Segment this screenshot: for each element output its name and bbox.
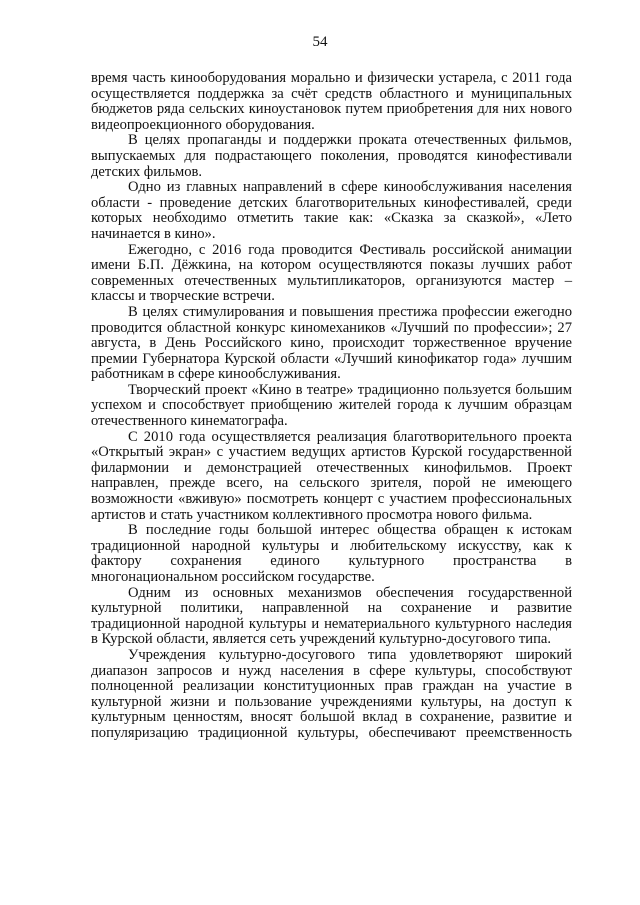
paragraph-5: В целях стимулирования и повышения престижа профессии ежегодно проводится областной конкурс киномехаников «Лучший по профессии»; 27 августа, в День Российского кино, происходит торжественное вручение премии Губернатора Курской области «Лучший кинофикатор года» лучшим работникам в сфере кинообслуживания. xyxy=(91,303,572,383)
paragraph-9: Одним из основных механизмов обеспечения государственной культурной политики, направленной на сохранение и развитие традиционной народной культуры и нематериального культурного наследия в Курской области, является сеть учреждений культурно-досугового типа. xyxy=(91,584,572,648)
paragraph-1: время часть кинооборудования морально и физически устарела, с 2011 года осуществляется поддержка за счёт средств областного и муниципальных бюджетов ряда сельских киноустановок путем приобретения для них нового видеопроекционного оборудования. xyxy=(91,70,572,133)
paragraph-3: Одно из главных направлений в сфере кинообслуживания населения области - проведение детских благотворительных кинофестивалей, среди которых необходимо отметить такие как: «Сказка за сказкой», «Лето начинается в кино». xyxy=(91,179,572,242)
paragraph-7: С 2010 года осуществляется реализация благотворительного проекта «Открытый экран» с участием ведущих артистов Курской государственной филармонии и демонстрацией отечественных кинофильмов. Проект направлен, прежде всего, на сельского зрителя, порой не имеющего возможности «вживую» посмотреть концерт с участием профессиональных артистов и стать участником коллективного просмотра нового фильма. xyxy=(91,428,572,523)
paragraph-8: В последние годы большой интерес общества обращен к истокам традиционной народной культуры и любительскому искусству, как к фактору сохранения единого культурного пространства в многонациональном российском государстве. xyxy=(91,522,572,585)
paragraph-10: Учреждения культурно-досугового типа удовлетворяют широкий диапазон запросов и нужд населения в сфере культуры, способствуют полноценной реализации конституционных прав граждан на участие в культурной жизни и пользование учреждениями культуры, на доступ к культурным ценностям, вносят большой вклад в сохранение, развитие и популяризацию традиционной культуры, обеспечивают преемственность xyxy=(91,646,572,741)
paragraph-6: Творческий проект «Кино в театре» традиционно пользуется большим успехом и способствует приобщению жителей города к лучшим образцам отечественного кинематографа. xyxy=(91,381,572,430)
paragraph-2: В целях пропаганды и поддержки проката отечественных фильмов, выпускаемых для подрастающего поколения, проводятся кинофестивали детских фильмов. xyxy=(91,132,572,180)
page-number: 54 xyxy=(312,34,328,50)
paragraph-4: Ежегодно, с 2016 года проводится Фестиваль российской анимации имени Б.П. Дёжкина, на котором осуществляются показы лучших работ современных отечественных мультипликаторов, организуются мастер – классы и творческие встречи. xyxy=(91,241,572,305)
body-text xyxy=(91,71,572,742)
